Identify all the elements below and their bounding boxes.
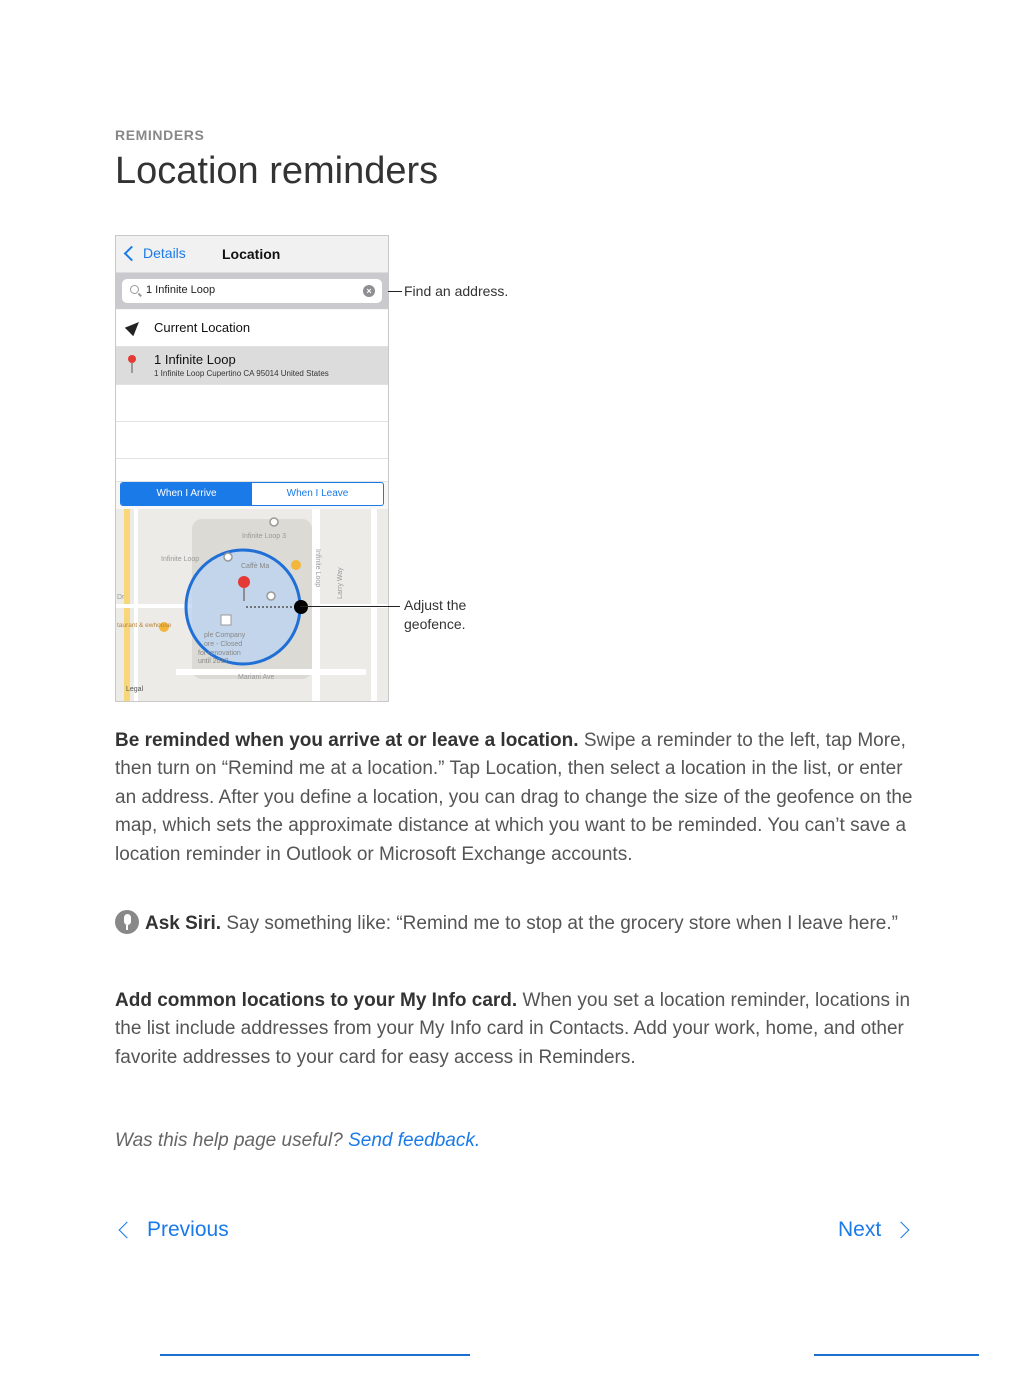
location-screenshot [115,235,389,702]
clear-icon[interactable]: × [363,285,375,297]
current-location-row[interactable] [116,310,388,347]
divider [814,1354,979,1356]
map-label: Infinite Loop [314,549,321,588]
callout-adjust-line2: geofence. [404,616,466,632]
map-label: Infinite Loop [161,556,200,563]
callout-find-address: Find an address. [404,283,509,299]
location-arrow-icon [125,318,143,336]
segment-when-i-leave[interactable]: When I Leave [286,488,349,499]
page-title: Location reminders [115,150,439,192]
section-eyebrow: REMINDERS [115,127,205,143]
feedback-question: Was this help page useful? [115,1130,349,1151]
next-button[interactable] [838,1218,907,1242]
result-title: 1 Infinite Loop [154,352,236,367]
chevron-left-icon [119,1222,136,1239]
paragraph-ask-siri [115,910,915,938]
nav-bar [116,236,388,273]
back-button[interactable] [124,245,186,261]
map-label: Mariani Ave [238,674,275,681]
search-bar [116,273,388,309]
paragraph-text: Swipe a reminder to the left, tap More, then turn on “Remind me at a location.” Tap Location, then select a location in the list, or enter an address. After you define a location, you can drag to change the size of the geofence on the map, which sets the approximate distance at which you want to be reminded. You can’t save a location reminder in Outlook or Microsoft Exchange accounts. [115,730,913,865]
divider [160,1354,470,1356]
segment-when-i-arrive[interactable]: When I Arrive [121,483,252,505]
arrive-leave-segmented-control [120,482,384,506]
search-icon [130,285,139,294]
empty-row [116,459,388,482]
empty-row [116,385,388,422]
paragraph-lead: Add common locations to your My Info card. [115,990,518,1011]
map-label: until 2017 [198,658,229,665]
chevron-right-icon [893,1222,910,1239]
pin-icon [128,355,136,363]
map-label: taurant & ewhouse [117,622,172,629]
search-result-row[interactable] [116,347,388,385]
nav-title: Location [222,246,281,262]
result-subtitle: 1 Infinite Loop Cupertino CA 95014 United States [154,369,329,378]
back-label: Details [143,245,186,261]
map-legal-link: Legal [126,686,144,693]
empty-row [116,422,388,459]
search-value: 1 Infinite Loop [146,284,216,296]
callout-adjust-line1: Adjust the [404,597,467,613]
callout-adjust-geofence [404,596,466,634]
map-graphic [116,509,388,701]
callout-line [388,291,402,292]
current-location-label: Current Location [154,320,251,335]
microphone-icon [115,910,139,934]
map-label: ple Company [204,632,246,639]
next-label: Next [838,1218,882,1241]
paragraph-arrive-leave [115,727,915,869]
paragraph-text: When you set a location reminder, locations in the list include addresses from your My Info card in Contacts. Add your work, home, and other favorite addresses to your card for easy access in Reminders. [115,990,911,1068]
map-view[interactable] [116,509,388,701]
previous-label: Previous [147,1218,229,1241]
map-label: Caffè Ma [241,563,270,570]
paragraph-my-info-card [115,987,915,1072]
feedback-line [115,1130,480,1152]
paragraph-lead: Ask Siri. [145,913,222,934]
search-input[interactable] [122,279,382,303]
callout-line [300,606,400,607]
map-label: Larry Way [337,567,344,599]
map-label: for renovation [198,650,241,657]
map-label: ore - Closed [204,641,243,648]
map-label: Dr [117,594,125,601]
send-feedback-link[interactable]: Send feedback. [348,1130,481,1151]
paragraph-lead: Be reminded when you arrive at or leave a location. [115,730,579,751]
chevron-left-icon [124,245,140,261]
previous-button[interactable] [115,1218,229,1242]
paragraph-text: Say something like: “Remind me to stop at the grocery store when I leave here.” [221,913,898,934]
map-label: Infinite Loop 3 [242,533,286,540]
